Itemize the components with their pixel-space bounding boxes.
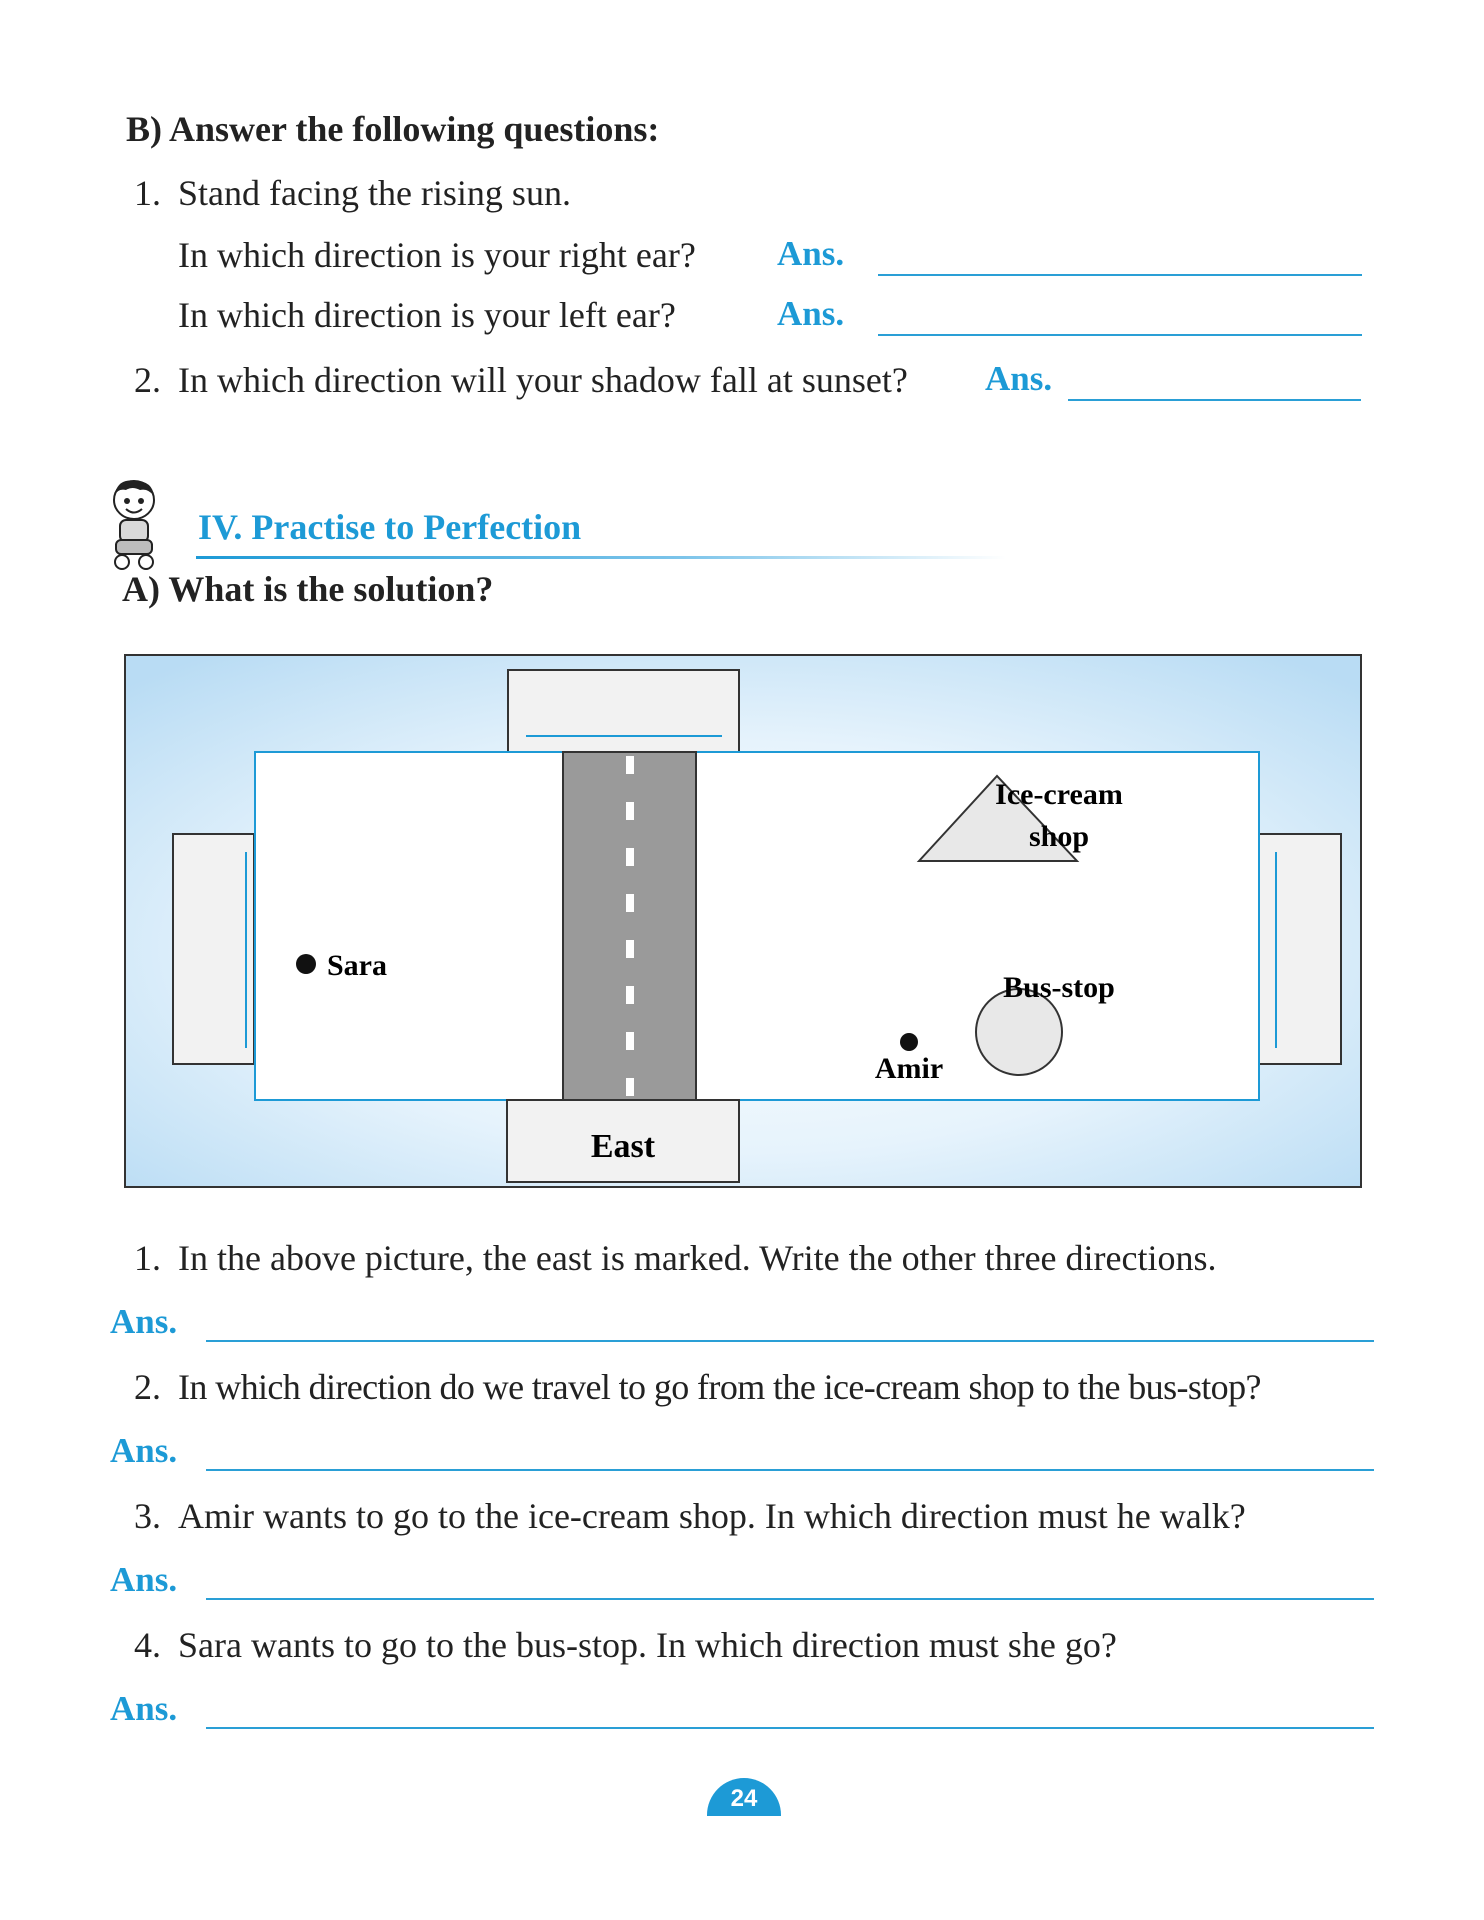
direction-map <box>124 654 1362 1188</box>
ice-cream-label-line1: Ice-cream <box>995 778 1123 811</box>
answer-label: Ans. <box>110 1431 178 1470</box>
section-iv-title: IV. Practise to Perfection <box>198 507 582 547</box>
section-title-underline <box>196 556 1006 559</box>
question-number: 2. <box>134 1367 161 1407</box>
answer-label: Ans. <box>110 1302 178 1341</box>
question-b1a-text: In which direction is your right ear? <box>178 235 696 275</box>
sara-dot <box>296 954 316 974</box>
question-text: Sara wants to go to the bus-stop. In which direction must she go? <box>178 1625 1117 1665</box>
bus-stop-label: Bus-stop <box>1003 971 1115 1004</box>
answer-label: Ans. <box>110 1560 178 1599</box>
question-b1b-text: In which direction is your left ear? <box>178 295 676 335</box>
top-direction-box <box>508 670 739 752</box>
boy-mascot-icon <box>104 478 164 574</box>
question-text: In which direction do we travel to go from the ice-cream shop to the bus-stop? <box>178 1367 1261 1407</box>
question-b2-number: 2. <box>134 360 161 400</box>
answer-line-2[interactable] <box>206 1469 1374 1471</box>
answer-line-b1b[interactable] <box>878 334 1362 336</box>
page-number-badge: 24 <box>707 1778 781 1816</box>
question-text: In the above picture, the east is marked. Write the other three directions. <box>178 1238 1217 1278</box>
answer-label: Ans. <box>110 1689 178 1728</box>
amir-label: Amir <box>874 1052 944 1085</box>
question-b1-number: 1. <box>134 173 161 213</box>
question-text: Amir wants to go to the ice-cream shop. In which direction must he walk? <box>178 1496 1246 1536</box>
amir-dot <box>900 1033 918 1051</box>
answer-line-1[interactable] <box>206 1340 1374 1342</box>
right-direction-box <box>1259 834 1341 1064</box>
section-b-heading: B) Answer the following questions: <box>126 109 660 149</box>
answer-line-b2[interactable] <box>1068 399 1361 401</box>
section-iv-subheading: A) What is the solution? <box>122 569 494 609</box>
left-direction-box <box>173 834 254 1064</box>
answer-label: Ans. <box>777 234 845 273</box>
sara-label: Sara <box>327 949 387 982</box>
question-b2-text: In which direction will your shadow fall at sunset? <box>178 360 908 400</box>
question-b1-text: Stand facing the rising sun. <box>178 173 571 213</box>
answer-line-4[interactable] <box>206 1727 1374 1729</box>
question-number: 4. <box>134 1625 161 1665</box>
answer-line-3[interactable] <box>206 1598 1374 1600</box>
answer-label: Ans. <box>777 294 845 333</box>
answer-line-b1a[interactable] <box>878 274 1362 276</box>
east-label: East <box>590 1128 656 1165</box>
ice-cream-label-line2: shop <box>1028 820 1090 853</box>
answer-label: Ans. <box>985 359 1053 398</box>
question-number: 1. <box>134 1238 161 1278</box>
question-number: 3. <box>134 1496 161 1536</box>
